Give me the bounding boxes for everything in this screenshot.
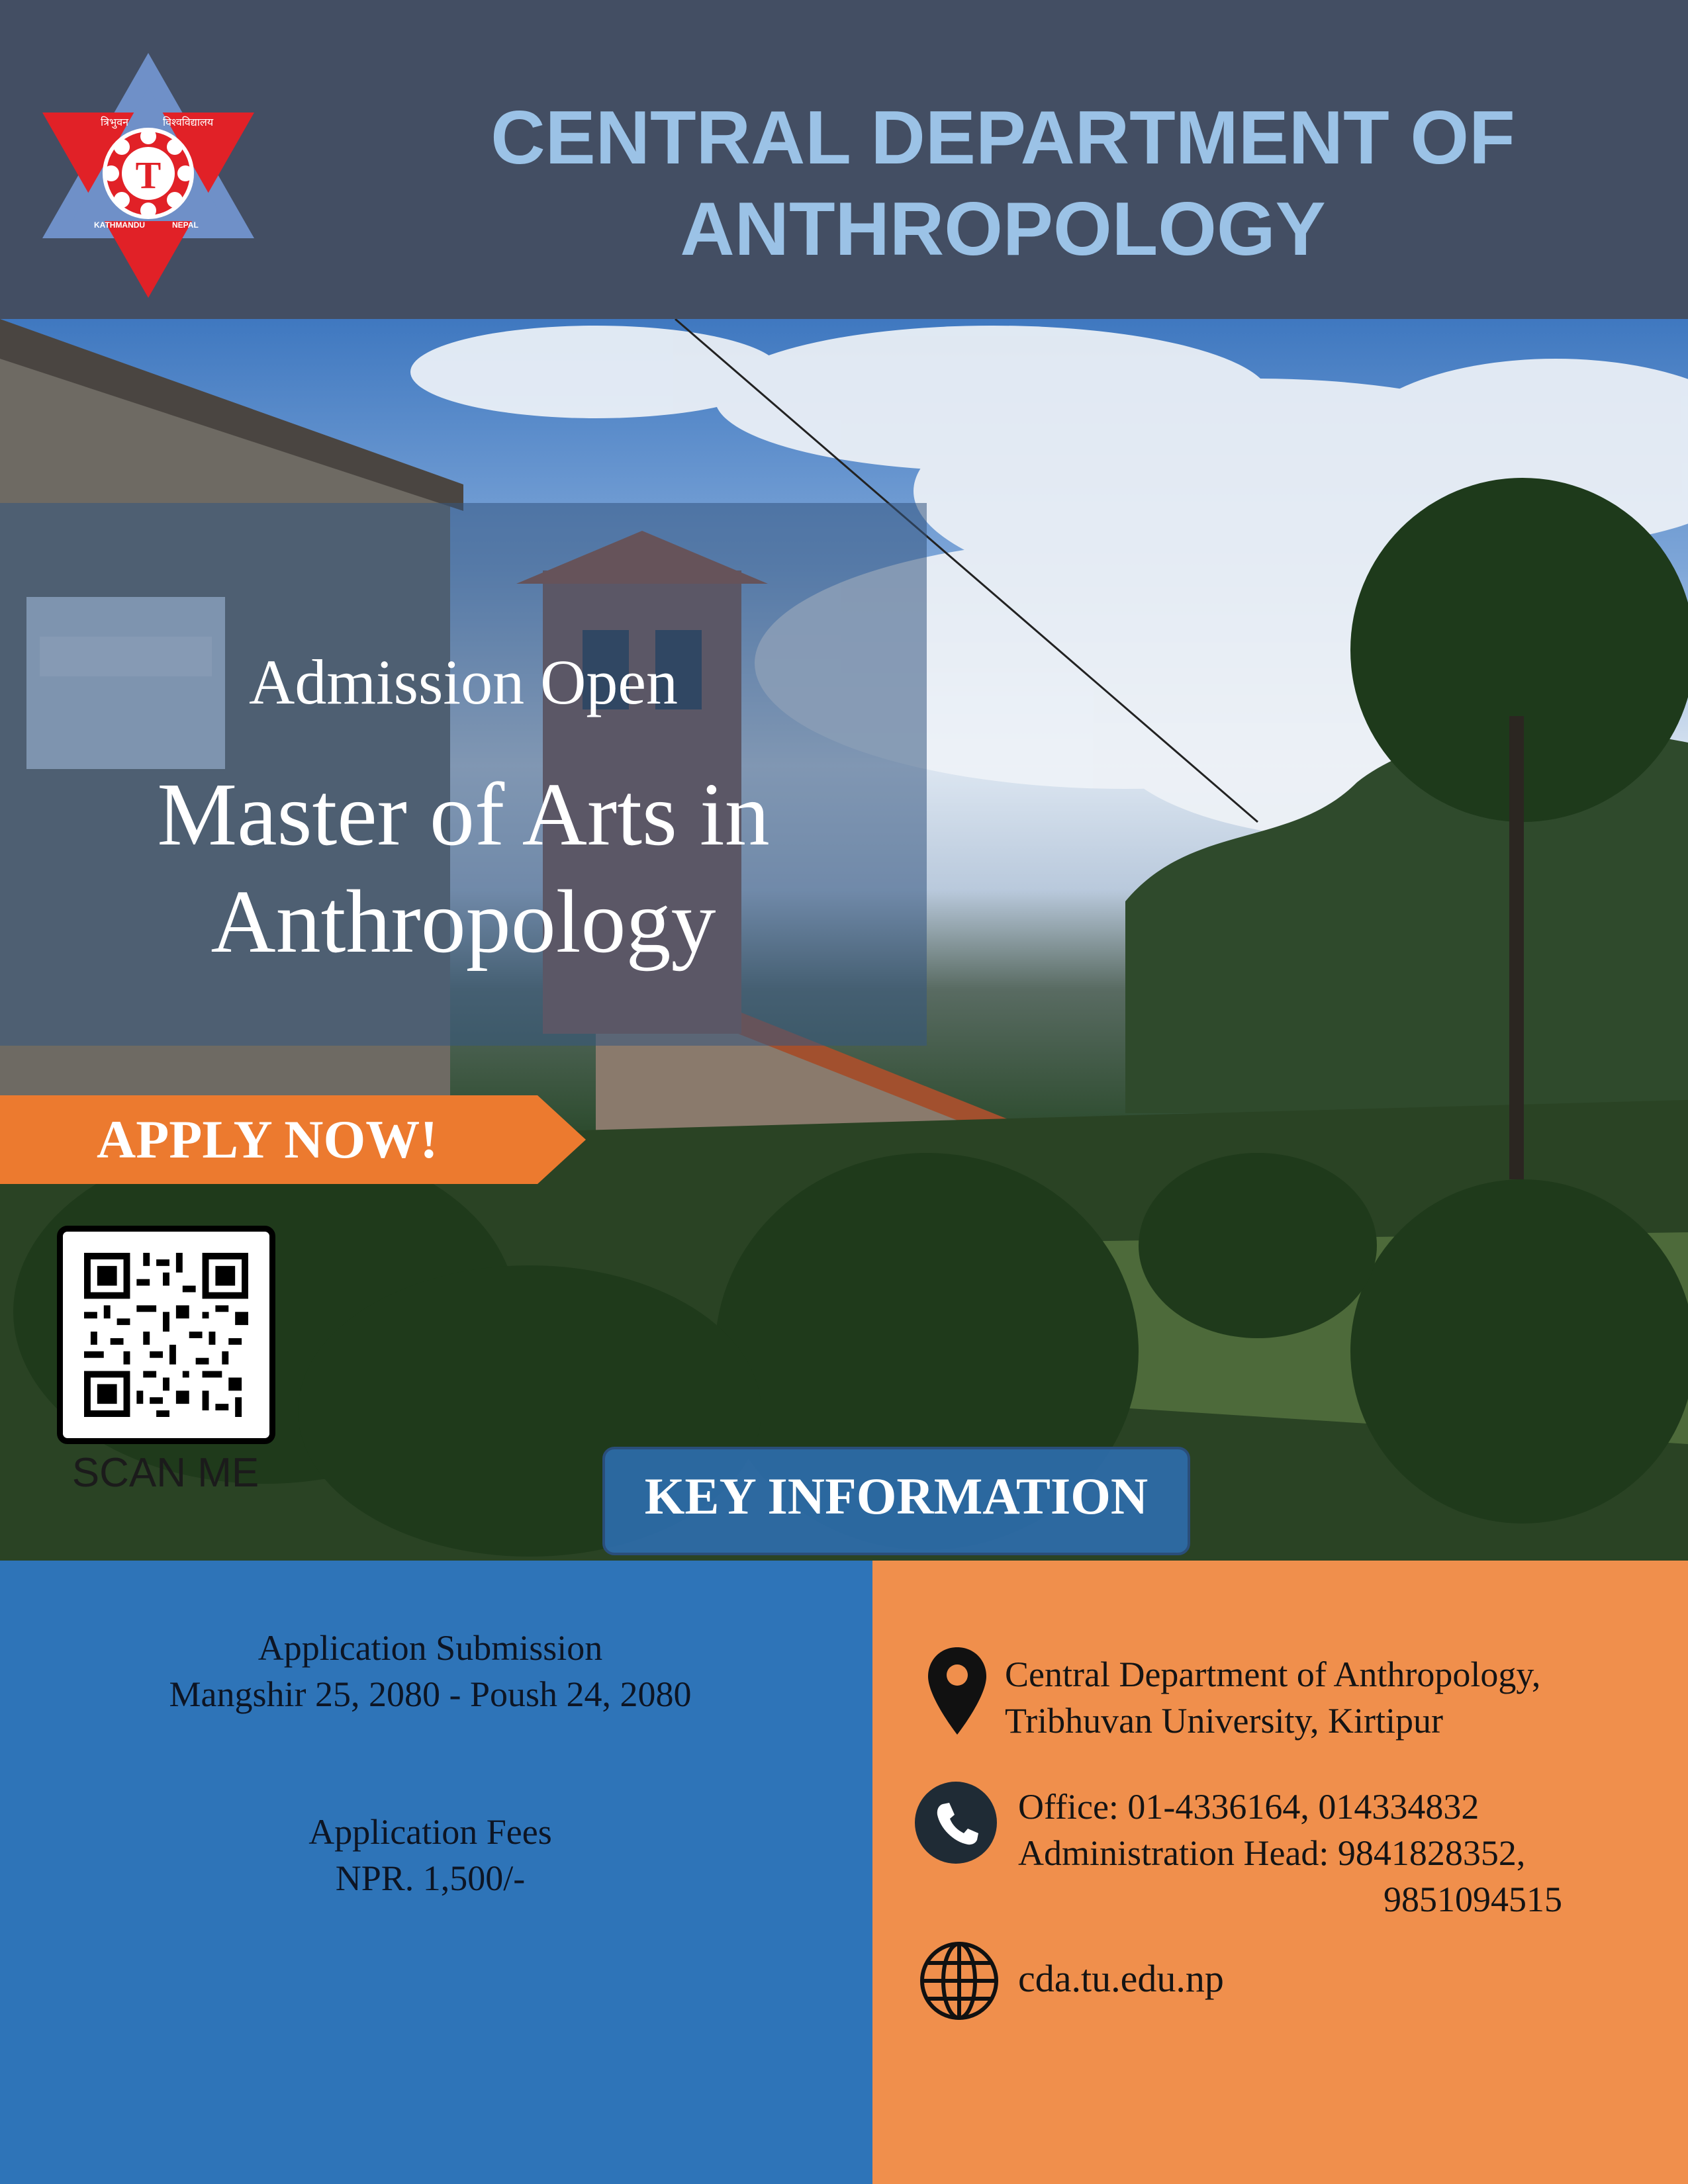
title-line-1: CENTRAL DEPARTMENT OF [491,96,1515,180]
fees-block [0,1809,861,1901]
qr-code[interactable] [57,1226,275,1444]
fees-value: NPR. 1,500/- [335,1858,526,1898]
svg-text:T: T [135,154,162,197]
apply-now-label[interactable]: APPLY NOW! [97,1109,438,1169]
program-title [40,761,887,976]
submission-label: Application Submission [258,1628,603,1668]
submission-block [0,1625,861,1717]
admin-head-phone[interactable]: Administration Head: 9841828352, [1018,1833,1526,1873]
location-pin-icon [925,1645,989,1737]
program-title-line-1: Master of Arts in [157,765,770,864]
admin-head-phone-2[interactable]: 9851094515 [1383,1880,1562,1919]
svg-text:NEPAL: NEPAL [172,220,199,230]
fees-label: Application Fees [308,1812,552,1852]
qr-code-icon [84,1253,248,1417]
office-phone[interactable]: Office: 01-4336164, 014334832 [1018,1787,1479,1827]
svg-text:त्रिभुवन: त्रिभुवन [101,116,129,128]
submission-dates: Mangshir 25, 2080 - Poush 24, 2080 [169,1674,692,1714]
globe-icon [919,1940,1000,2021]
phone-block [1018,1784,1562,1923]
title-line-2: ANTHROPOLOGY [680,187,1326,271]
program-title-line-2: Anthropology [211,872,716,972]
website-link[interactable]: cda.tu.edu.np [1018,1957,1224,2000]
address-block [1005,1651,1540,1744]
scan-me-label: SCAN ME [71,1450,259,1496]
svg-text:KATHMANDU: KATHMANDU [94,220,146,230]
phone-icon[interactable] [914,1780,998,1865]
page-title [410,93,1595,275]
admission-open-heading: Admission Open [249,647,678,717]
header-banner [0,0,1688,319]
university-logo-icon [37,48,259,303]
key-information-label[interactable]: KEY INFORMATION [644,1467,1149,1525]
address-line-1: Central Department of Anthropology, [1005,1655,1541,1694]
svg-text:विश्वविद्यालय: विश्वविद्यालय [163,116,214,128]
address-line-2: Tribhuvan University, Kirtipur [1005,1701,1443,1741]
